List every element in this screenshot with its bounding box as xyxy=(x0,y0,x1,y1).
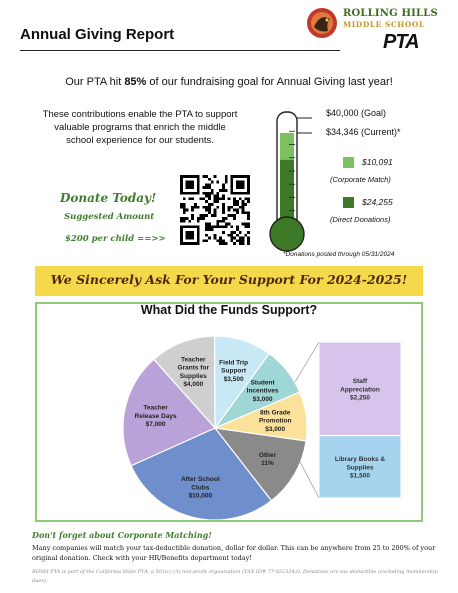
qr-module xyxy=(205,192,208,195)
qr-module xyxy=(247,217,250,220)
corporate-matching-body: Many companies will match your tax-deductible donation, dollar for dollar. This can be anywhere from 25 to 200% of your original donation. Check with your HR/Benefits department today! xyxy=(32,544,436,562)
qr-module xyxy=(194,203,197,206)
qr-module xyxy=(236,228,239,231)
qr-module xyxy=(208,183,211,186)
qr-module xyxy=(214,197,217,200)
qr-module xyxy=(242,237,245,240)
qr-module xyxy=(211,181,214,184)
qr-module xyxy=(219,220,222,223)
qr-module xyxy=(219,189,222,192)
qr-module xyxy=(222,203,225,206)
qr-module xyxy=(200,197,203,200)
qr-module xyxy=(208,209,211,212)
qr-module xyxy=(222,183,225,186)
qr-module xyxy=(208,195,211,198)
qr-module xyxy=(214,234,217,237)
qr-module xyxy=(247,237,250,240)
qr-module xyxy=(219,237,222,240)
per-child-amount: $200 per child ==>> xyxy=(65,234,166,244)
qr-module xyxy=(202,214,205,217)
qr-module xyxy=(214,214,217,217)
qr-module xyxy=(183,206,186,209)
qr-module xyxy=(222,209,225,212)
qr-module xyxy=(244,225,247,228)
qr-module xyxy=(236,239,239,242)
qr-module xyxy=(239,239,242,242)
logo-school-subtitle: MIDDLE SCHOOL xyxy=(343,20,425,29)
qr-module xyxy=(205,223,208,226)
qr-module xyxy=(230,214,233,217)
qr-module xyxy=(205,234,208,237)
qr-module xyxy=(191,217,194,220)
qr-module xyxy=(197,206,200,209)
qr-module xyxy=(230,206,233,209)
qr-module xyxy=(211,228,214,231)
thermometer-match-fill xyxy=(280,133,294,160)
thermometer-graphic xyxy=(262,106,312,256)
qr-module xyxy=(216,200,219,203)
qr-module xyxy=(247,197,250,200)
qr-module xyxy=(233,209,236,212)
slice-label-teacher-grants-for-supplies: Teacher Grants for Supplies $4,000 xyxy=(177,356,209,389)
direct-donations-value: $24,255 xyxy=(362,197,393,207)
qr-module xyxy=(230,237,233,240)
qr-module xyxy=(236,209,239,212)
qr-module xyxy=(208,186,211,189)
qr-module xyxy=(247,239,250,242)
qr-module xyxy=(228,209,231,212)
qr-module xyxy=(183,197,186,200)
qr-module xyxy=(222,220,225,223)
qr-module xyxy=(222,206,225,209)
direct-donations-label: (Direct Donations) xyxy=(330,215,391,224)
breakout-connector-bottom xyxy=(299,460,319,498)
qr-module xyxy=(214,195,217,198)
qr-module xyxy=(197,217,200,220)
qr-module xyxy=(244,197,247,200)
qr-module xyxy=(216,223,219,226)
corporate-match-swatch xyxy=(343,157,354,168)
qr-module xyxy=(205,225,208,228)
qr-module xyxy=(222,211,225,214)
qr-module xyxy=(205,195,208,198)
qr-module xyxy=(244,203,247,206)
qr-module xyxy=(233,214,236,217)
qr-module xyxy=(216,225,219,228)
qr-module xyxy=(180,206,183,209)
qr-module xyxy=(205,209,208,212)
qr-module xyxy=(208,206,211,209)
qr-module xyxy=(239,237,242,240)
slice-label-student-incentives: Student Incentives $3,000 xyxy=(246,379,279,403)
headline-post: of our fundraising goal for Annual Giving last year! xyxy=(146,76,393,88)
qr-module xyxy=(208,223,211,226)
suggested-amount-label: Suggested Amount xyxy=(64,212,155,222)
posted-note: *Donations posted through 05/31/2024 xyxy=(283,251,395,258)
headline-percent: 85% xyxy=(124,76,147,88)
qr-module xyxy=(233,242,236,245)
qr-module xyxy=(216,195,219,198)
qr-module xyxy=(216,197,219,200)
qr-module xyxy=(222,217,225,220)
qr-module xyxy=(216,220,219,223)
qr-module xyxy=(200,214,203,217)
qr-module xyxy=(242,223,245,226)
qr-module xyxy=(183,217,186,220)
qr-module xyxy=(222,225,225,228)
qr-module xyxy=(216,192,219,195)
qr-module xyxy=(188,197,191,200)
qr-module xyxy=(247,223,250,226)
qr-module xyxy=(214,200,217,203)
qr-module xyxy=(228,214,231,217)
qr-module xyxy=(208,237,211,240)
logo-school-name: ROLLING HILLS xyxy=(343,8,438,19)
qr-module xyxy=(211,192,214,195)
breakout-connector-top xyxy=(295,342,319,382)
slice-label-after-school-clubs: After School Clubs $10,000 xyxy=(180,476,220,500)
corporate-matching-heading: Don't forget about Corporate Matching! xyxy=(32,530,212,540)
qr-module xyxy=(242,206,245,209)
qr-module xyxy=(208,192,211,195)
qr-module xyxy=(247,200,250,203)
header-divider xyxy=(20,50,340,51)
qr-module xyxy=(242,211,245,214)
qr-module xyxy=(236,200,239,203)
qr-module xyxy=(197,220,200,223)
qr-module xyxy=(233,203,236,206)
qr-module xyxy=(211,203,214,206)
qr-module xyxy=(183,220,186,223)
qr-module xyxy=(183,209,186,212)
qr-module xyxy=(230,231,233,234)
qr-module xyxy=(230,225,233,228)
qr-module xyxy=(247,214,250,217)
qr-module xyxy=(233,231,236,234)
qr-module xyxy=(219,242,222,245)
qr-module xyxy=(225,225,228,228)
qr-module xyxy=(202,239,205,242)
qr-module xyxy=(247,231,250,234)
qr-module xyxy=(211,189,214,192)
corporate-match-value: $10,091 xyxy=(362,157,393,167)
chart-title: What Did the Funds Support? xyxy=(140,303,318,317)
corporate-match-label: (Corporate Match) xyxy=(330,175,391,184)
qr-module xyxy=(186,217,189,220)
donate-heading: Donate Today! xyxy=(60,191,157,205)
page-title: Annual Giving Report xyxy=(20,26,175,43)
slice-label-field-trip-support: Field Trip Support $3,500 xyxy=(219,359,249,383)
logo-pta: PTA xyxy=(383,31,419,53)
qr-module xyxy=(219,197,222,200)
qr-module xyxy=(239,206,242,209)
qr-module xyxy=(219,225,222,228)
qr-module xyxy=(202,175,205,178)
slice-label-other: Other 11% xyxy=(258,451,277,468)
qr-module xyxy=(244,234,247,237)
headline xyxy=(0,76,458,88)
qr-module xyxy=(202,192,205,195)
qr-module xyxy=(205,186,208,189)
qr-module xyxy=(188,220,191,223)
qr-module xyxy=(200,217,203,220)
qr-module xyxy=(208,211,211,214)
qr-module xyxy=(242,239,245,242)
qr-module xyxy=(239,231,242,234)
qr-module xyxy=(244,211,247,214)
direct-donations-swatch xyxy=(343,197,354,208)
qr-module xyxy=(205,175,208,178)
qr-module xyxy=(180,220,183,223)
qr-module xyxy=(239,242,242,245)
qr-module xyxy=(225,175,228,178)
qr-module xyxy=(211,225,214,228)
qr-module xyxy=(242,209,245,212)
qr-module xyxy=(247,242,250,245)
qr-module xyxy=(208,178,211,181)
headline-pre: Our PTA hit xyxy=(65,76,125,88)
breakout-label-staff-appreciation: Staff Appreciation $2,250 xyxy=(340,378,380,402)
nonprofit-note: RHMS PTA is part of the California State PTA, a 501(c) (3) non-profit organization (TAX ID# 77-0223243). Donations are tax deductible (excluding membership dues). xyxy=(32,569,438,584)
qr-module xyxy=(205,206,208,209)
qr-module xyxy=(247,211,250,214)
qr-module xyxy=(211,214,214,217)
qr-module xyxy=(222,231,225,234)
qr-module xyxy=(202,206,205,209)
qr-module xyxy=(228,234,231,237)
qr-module xyxy=(208,228,211,231)
qr-module xyxy=(214,209,217,212)
qr-module xyxy=(239,197,242,200)
qr-module xyxy=(186,209,189,212)
slice-label-8th-grade-promotion: 8th Grade Promotion $3,000 xyxy=(258,409,292,433)
funds-pie-chart xyxy=(37,320,421,520)
qr-module xyxy=(230,234,233,237)
thermometer-neck xyxy=(278,222,296,232)
qr-module xyxy=(214,211,217,214)
qr-module xyxy=(191,197,194,200)
qr-module xyxy=(191,214,194,217)
qr-module xyxy=(230,239,233,242)
qr-module xyxy=(242,203,245,206)
qr-code[interactable] xyxy=(180,175,250,245)
qr-module xyxy=(233,237,236,240)
qr-module xyxy=(191,206,194,209)
qr-module xyxy=(183,211,186,214)
qr-module xyxy=(222,189,225,192)
qr-module xyxy=(236,234,239,237)
qr-module xyxy=(236,211,239,214)
qr-module xyxy=(202,197,205,200)
qr-module xyxy=(222,195,225,198)
qr-module xyxy=(244,223,247,226)
qr-module xyxy=(225,223,228,226)
qr-module xyxy=(233,200,236,203)
qr-module xyxy=(242,242,245,245)
qr-module xyxy=(191,209,194,212)
qr-module xyxy=(194,206,197,209)
qr-module xyxy=(216,206,219,209)
qr-module xyxy=(228,197,231,200)
qr-module xyxy=(233,197,236,200)
support-banner-text: We Sincerely Ask For Your Support For 2024-2025! xyxy=(50,272,408,287)
qr-module xyxy=(228,206,231,209)
slice-label-teacher-release-days: Teacher Release Days $7,000 xyxy=(134,404,177,429)
qr-module xyxy=(225,178,228,181)
breakout-label-library-books-supplies: Library Books & Supplies $1,500 xyxy=(334,456,386,480)
qr-module xyxy=(205,183,208,186)
qr-module xyxy=(236,203,239,206)
intro-text: These contributions enable the PTA to support valuable programs that enrich the middle school experience for our students. xyxy=(42,109,238,146)
qr-module xyxy=(222,242,225,245)
qr-module xyxy=(222,197,225,200)
qr-module xyxy=(233,217,236,220)
qr-module xyxy=(202,217,205,220)
qr-module xyxy=(208,225,211,228)
qr-module xyxy=(214,237,217,240)
qr-module xyxy=(214,175,217,178)
qr-module xyxy=(225,242,228,245)
qr-module xyxy=(205,228,208,231)
qr-module xyxy=(180,217,183,220)
current-label: $34,346 (Current)* xyxy=(326,127,401,137)
qr-module xyxy=(228,223,231,226)
qr-module xyxy=(214,225,217,228)
qr-module xyxy=(216,239,219,242)
qr-module xyxy=(225,189,228,192)
qr-module xyxy=(219,239,222,242)
qr-module xyxy=(183,203,186,206)
qr-module xyxy=(247,225,250,228)
qr-module xyxy=(225,181,228,184)
goal-label: $40,000 (Goal) xyxy=(326,108,387,118)
qr-module xyxy=(180,203,183,206)
qr-module xyxy=(242,200,245,203)
qr-module xyxy=(236,225,239,228)
qr-module xyxy=(222,239,225,242)
qr-module xyxy=(222,186,225,189)
qr-module xyxy=(208,203,211,206)
qr-module xyxy=(205,214,208,217)
qr-module xyxy=(205,239,208,242)
qr-module xyxy=(208,197,211,200)
qr-module xyxy=(225,217,228,220)
qr-module xyxy=(205,200,208,203)
qr-module xyxy=(202,186,205,189)
qr-module xyxy=(216,181,219,184)
